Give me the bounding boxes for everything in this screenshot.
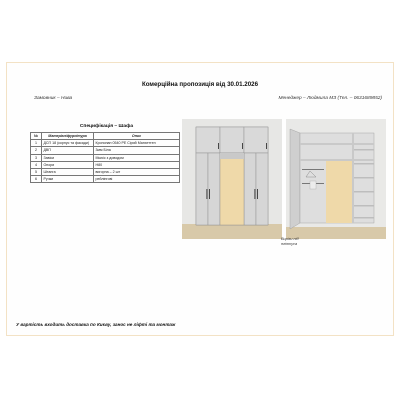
cell-description: Кронопан 0540 PE Сірий Манхеттен (94, 140, 180, 147)
cell-material: ДСП 18 (корпус та фасади) (42, 140, 94, 147)
cell-num: 3 (31, 154, 42, 161)
cell-num: 4 (31, 161, 42, 168)
cell-material: Опори (42, 161, 94, 168)
side-caption: Вирізи під плінтуса (281, 237, 299, 246)
cell-material: Завіси (42, 154, 94, 161)
cell-material: Штанга (42, 169, 94, 176)
spec-table (30, 132, 180, 183)
cell-num: 1 (31, 140, 42, 147)
document-page (6, 62, 394, 336)
cell-description: 3мм Біла (94, 147, 180, 154)
table-row (31, 154, 180, 161)
cell-material: Ручки (42, 176, 94, 183)
header-description: Опис (94, 133, 180, 140)
cell-description: вигорна – 2 шт (94, 169, 180, 176)
table-row (31, 161, 180, 168)
footer-note: У вартість входить доставка по Києву, занос не ліфті та монтаж (16, 322, 176, 327)
cell-material: ДВП (42, 147, 94, 154)
spec-table-header (31, 133, 180, 140)
wardrobe-front-render (182, 119, 282, 239)
cell-description: H80 (94, 161, 180, 168)
cell-description: рейлінгові (94, 176, 180, 183)
cell-num: 2 (31, 147, 42, 154)
wardrobe-interior-render (286, 119, 386, 239)
document-title: Комерційна пропозиція від 30.01.2026 (141, 81, 259, 88)
table-row (31, 147, 180, 154)
manager-label: Менеджер – Людмила МЗ (Тел. – 0631689852) (278, 96, 382, 101)
spec-caption: Специфікація – Шафа (79, 124, 134, 129)
table-row (31, 176, 180, 183)
cell-num: 5 (31, 169, 42, 176)
customer-label: Замовник – Нива (34, 96, 73, 101)
cell-description: Мьюіс з доводом (94, 154, 180, 161)
cell-num: 6 (31, 176, 42, 183)
header-num: № (31, 133, 42, 140)
header-material: Матеріал/фурнітура (42, 133, 94, 140)
table-row (31, 140, 180, 147)
table-row (31, 169, 180, 176)
